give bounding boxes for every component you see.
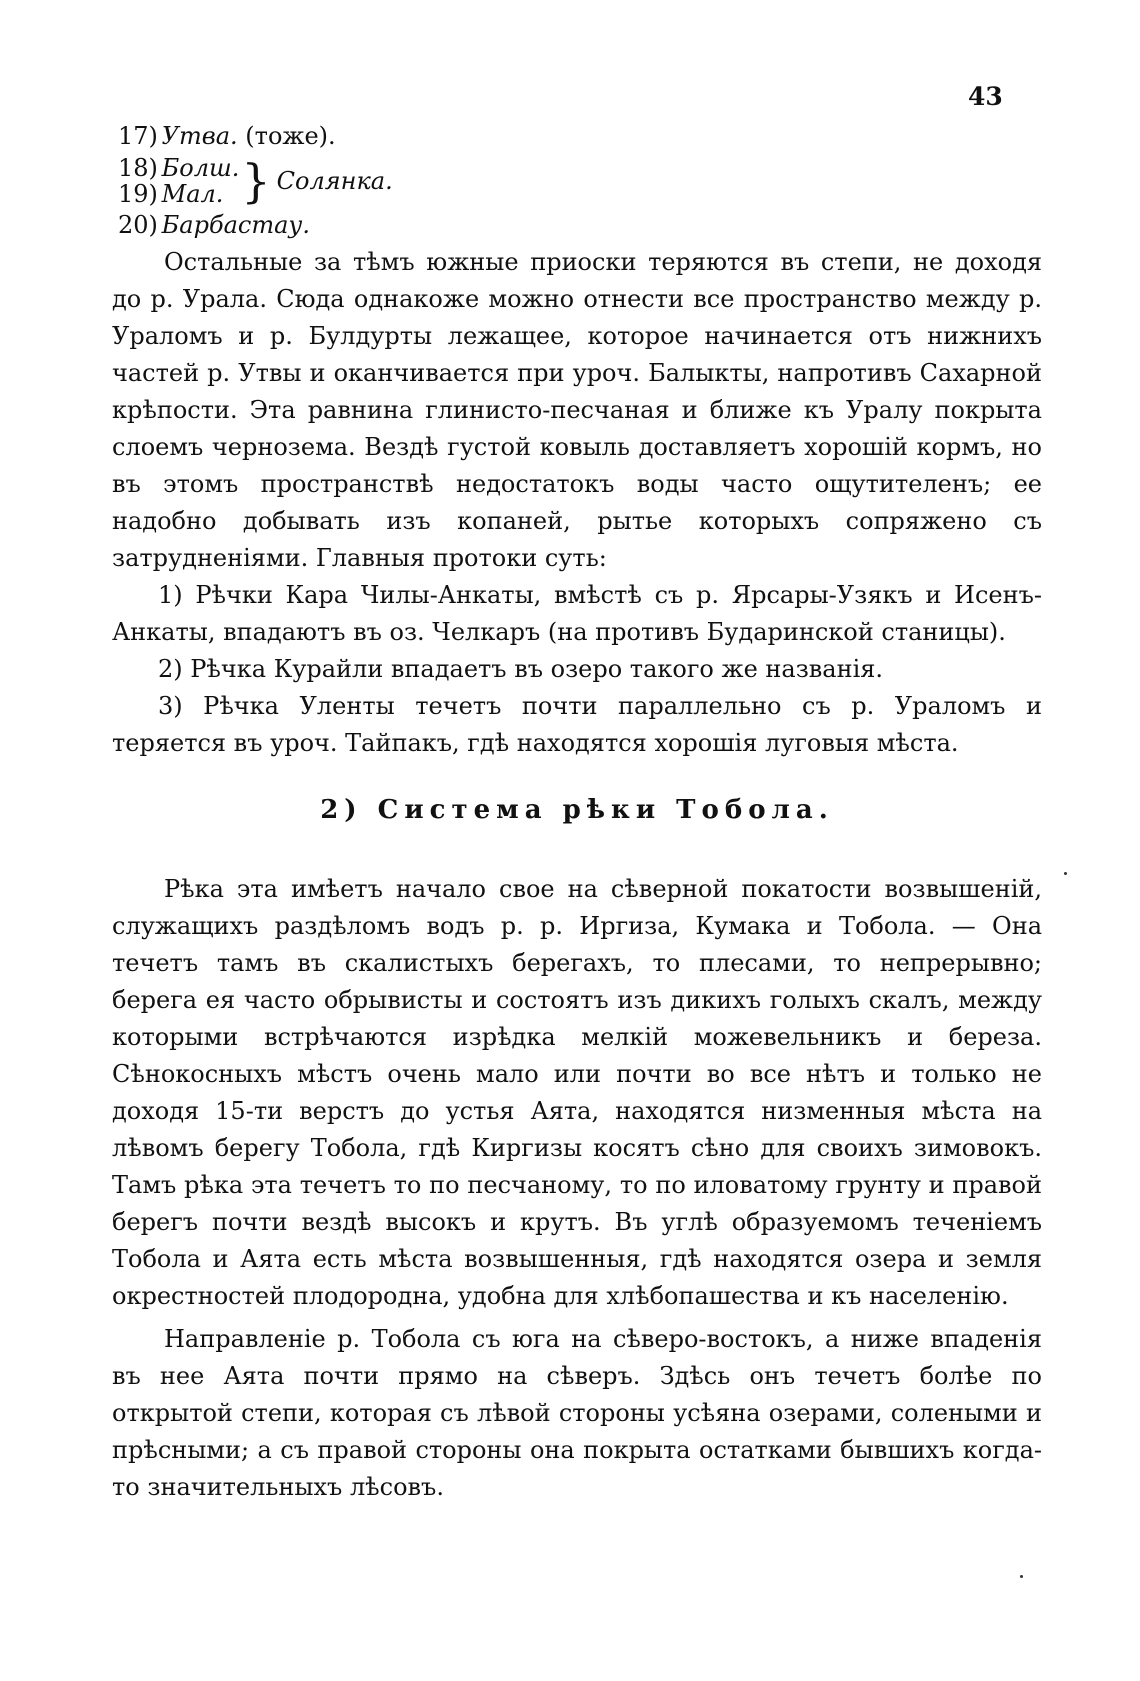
paragraph-steppe: Остальные за тѣмъ южные приоски теряются въ степи, не доходя до р. Урала. Сюда однакоже можно отнести все пространство между р. Ураломъ и р. Булдурты лежащее, которое начинается отъ нижнихъ частей р. Утвы и оканчивается при уроч. Балыкты, напротивъ Сахарной крѣпости. Эта равнина глинисто-песчаная и ближе къ Уралу покрыта слоемъ черноземa. Вездѣ густой ковыль доставляетъ хорошiй кормъ, но въ этомъ пространствѣ недостатокъ воды часто ощутителенъ; ее надобно добывать изъ копаней, рытье которыхъ сопряжено съ затрудненiями. Главныя протоки суть: (112, 248, 1042, 572)
list-item-19 (118, 181, 239, 207)
page-number: 43 (968, 82, 1003, 111)
list-name: Болш. (161, 154, 240, 182)
page-content (112, 118, 1042, 1506)
section-heading: 2) Система рѣки Тобола. (320, 795, 834, 825)
list-number: 18) (118, 154, 158, 182)
paragraph-tobol-direction: Направленiе р. Тобола съ юга на сѣверо-востокъ, а ниже впаденiя въ нее Аята почти прямо на сѣверъ. Здѣсь онъ течетъ болѣе по открытой степи, которая съ лѣвой стороны усѣяна озерами, солеными и прѣсными; а съ правой стороны она покрыта остатками бывшихъ когда-то значительныхъ лѣсовъ. (112, 1325, 1042, 1501)
bracket-label: Солянка. (276, 166, 393, 195)
list-number: 17) (118, 122, 158, 150)
list-item-20 (112, 207, 1042, 244)
bracket-names (118, 155, 239, 207)
list-number: 19) (118, 180, 158, 208)
list-note: (тоже). (245, 122, 336, 150)
list-name: Утва. (161, 122, 238, 150)
list-item-17 (112, 118, 1042, 155)
protok-item-3: 3) Рѣчка Уленты течетъ почти параллельно съ р. Ураломъ и теряется въ уроч. Тайпакъ, гдѣ находятся хорошiя луговыя мѣста. (112, 692, 1042, 757)
protok-item-2: 2) Рѣчка Курайли впадаетъ въ озеро такого же названiя. (158, 655, 884, 683)
speck-mark (1020, 1575, 1023, 1578)
speck-mark (1064, 872, 1067, 875)
list-number: 20) (118, 211, 158, 239)
paragraph-tobol-source: Рѣка эта имѣетъ начало свое на сѣверной покатости возвышенiй, служащихъ раздѣломъ водъ р. р. Иргиза, Кумака и Тобола. — Она течетъ тамъ въ скалистыхъ берегахъ, то плесами, то непрерывно; берега ея часто обрывисты и состоятъ изъ дикихъ голыхъ скалъ, между которыми встрѣчаются изрѣдка мелкiй можевельникъ и береза. Сѣнокосныхъ мѣстъ очень мало или почти во все нѣтъ и только не доходя 15-ти верстъ до устья Аята, находятся низменныя мѣста на лѣвомъ берегу Тобола, гдѣ Киргизы косятъ сѣно для своихъ зимовокъ. Тамъ рѣка эта течетъ то по песчаному, то по иловатому грунту и правой берегъ почти вездѣ высокъ и крутъ. Въ углѣ образуемомъ теченiемъ Тобола и Аята есть мѣста возвышенныя, гдѣ находятся озера и земля окрестностей плодородна, удобна для хлѣбопашества и къ населенiю. (112, 875, 1042, 1310)
list-name: Мал. (161, 180, 224, 208)
bracket-group-18-19 (112, 155, 1042, 207)
protok-item-1: 1) Рѣчки Кара Чилы-Анкаты, вмѣстѣ съ р. Ярсары-Узякъ и Исенъ-Анкаты, впадаютъ въ оз. Челкаръ (на противъ Бударинской станицы). (112, 581, 1042, 646)
curly-bracket-icon: } (241, 154, 271, 208)
list-item-18 (118, 155, 239, 181)
list-name: Барбастау. (161, 211, 310, 239)
